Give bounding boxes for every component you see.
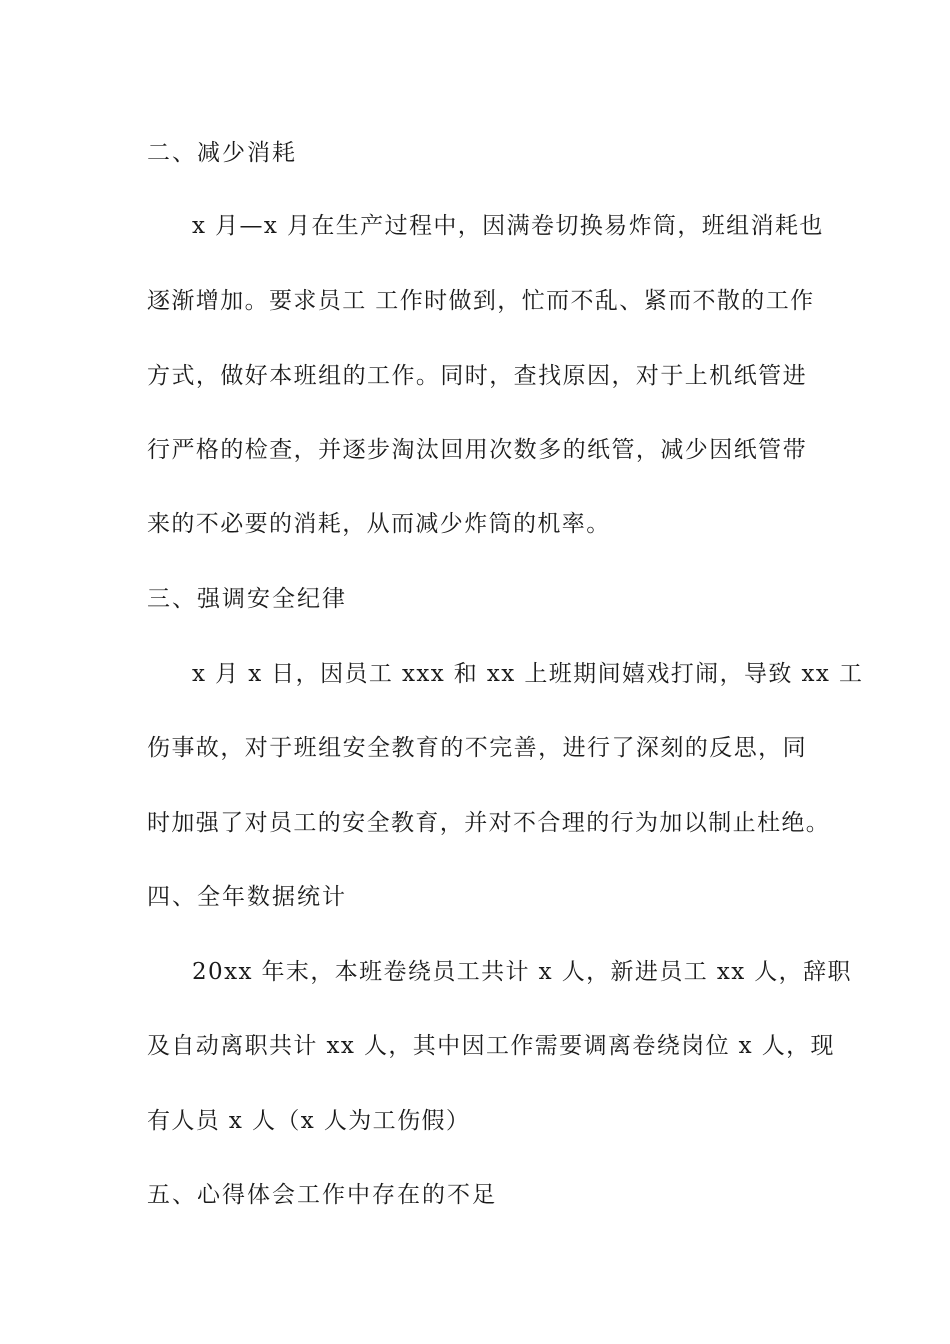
paragraph-line: 20xx 年末，本班卷绕员工共计 x 人，新进员工 xx 人，辞职 <box>192 959 852 985</box>
section-heading: 五、心得体会工作中存在的不足 <box>147 1182 497 1208</box>
paragraph-line: x 月 x 日，因员工 xxx 和 xx 上班期间嬉戏打闹，导致 xx 工 <box>192 661 864 687</box>
paragraph-line: 有人员 x 人（x 人为工伤假） <box>147 1108 471 1134</box>
paragraph-line: 方式，做好本班组的工作。同时，查找原因，对于上机纸管进 <box>147 363 807 389</box>
paragraph-line: 行严格的检查，并逐步淘汰回用次数多的纸管，减少因纸管带 <box>147 437 807 463</box>
paragraph-line: 逐渐增加。要求员工 工作时做到，忙而不乱、紧而不散的工作 <box>147 288 815 314</box>
section-heading: 二、减少消耗 <box>147 140 297 166</box>
section-heading: 三、强调安全纪律 <box>147 586 347 612</box>
section-heading: 四、全年数据统计 <box>147 884 347 910</box>
paragraph-line: 伤事故，对于班组安全教育的不完善，进行了深刻的反思，同 <box>147 735 807 761</box>
paragraph-line: 来的不必要的消耗，从而减少炸筒的机率。 <box>147 511 611 537</box>
paragraph-line: 及自动离职共计 xx 人，其中因工作需要调离卷绕岗位 x 人，现 <box>147 1033 835 1059</box>
paragraph-line: x 月—x 月在生产过程中，因满卷切换易炸筒，班组消耗也 <box>192 213 824 239</box>
paragraph-line: 时加强了对员工的安全教育，并对不合理的行为加以制止杜绝。 <box>147 810 831 836</box>
